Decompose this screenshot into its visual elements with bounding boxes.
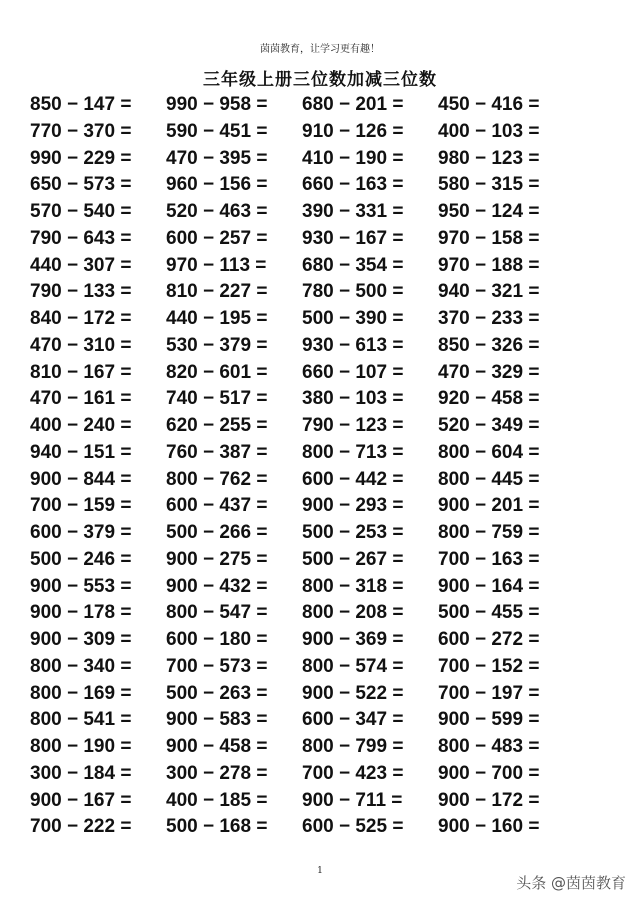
math-problem: 500 − 246 = xyxy=(30,548,132,570)
math-problem: 520 − 349 = xyxy=(438,415,540,436)
math-problem: 660 − 163 = xyxy=(302,174,404,196)
math-problem: 970 − 113 = xyxy=(166,254,267,276)
math-problem: 900 − 369 = xyxy=(302,629,404,650)
math-problem: 500 − 267 = xyxy=(302,548,404,570)
math-problem: 300 − 278 = xyxy=(166,762,268,784)
math-problem: 600 − 180 = xyxy=(166,629,268,650)
math-problem: 920 − 458 = xyxy=(438,388,540,410)
math-problem: 850 − 147 = xyxy=(30,94,132,115)
math-problem: 390 − 331 = xyxy=(302,201,404,222)
math-problem: 530 − 379 = xyxy=(166,334,268,356)
math-problem: 900 − 522 = xyxy=(302,682,404,704)
math-problem: 780 − 500 = xyxy=(302,281,404,303)
math-problem: 810 − 167 = xyxy=(30,361,132,383)
math-problem: 940 − 151 = xyxy=(30,441,132,463)
math-problem: 740 − 517 = xyxy=(166,388,268,410)
math-problem: 990 − 229 = xyxy=(30,147,132,169)
math-problem: 800 − 604 = xyxy=(438,441,540,463)
header-slogan: 茵茵教育，让学习更有趣！ xyxy=(260,44,380,55)
math-problem: 600 − 525 = xyxy=(302,816,404,838)
math-problem: 900 − 553 = xyxy=(30,575,132,597)
math-problem: 790 − 123 = xyxy=(302,415,404,436)
math-problem: 470 − 329 = xyxy=(438,361,540,383)
math-problem: 470 − 310 = xyxy=(30,334,132,356)
math-problem: 600 − 442 = xyxy=(302,468,404,490)
math-problem: 930 − 613 = xyxy=(302,334,404,356)
math-problem: 910 − 126 = xyxy=(302,120,404,142)
math-problem: 680 − 201 = xyxy=(302,94,404,115)
math-problem: 900 − 844 = xyxy=(30,468,132,490)
math-problem: 400 − 185 = xyxy=(166,789,268,811)
math-problem: 940 − 321 = xyxy=(438,281,540,303)
math-problem: 580 − 315 = xyxy=(438,174,540,196)
math-problem: 450 − 416 = xyxy=(438,94,540,115)
math-problem: 410 − 190 = xyxy=(302,147,404,169)
math-problem: 800 − 318 = xyxy=(302,575,404,597)
math-problem: 700 − 163 = xyxy=(438,548,540,570)
math-problem: 800 − 762 = xyxy=(166,468,268,490)
math-problem: 800 − 340 = xyxy=(30,655,132,677)
math-problem: 800 − 547 = xyxy=(166,602,268,624)
math-problem: 500 − 266 = xyxy=(166,522,268,543)
math-problem: 700 − 152 = xyxy=(438,655,540,677)
math-problem: 440 − 307 = xyxy=(30,254,132,276)
math-problem: 520 − 463 = xyxy=(166,201,268,222)
math-problem: 620 − 255 = xyxy=(166,415,268,436)
math-problem: 440 − 195 = xyxy=(166,308,268,329)
math-problem: 650 − 573 = xyxy=(30,174,132,196)
math-problem: 500 − 455 = xyxy=(438,602,540,624)
math-problem: 810 − 227 = xyxy=(166,281,268,303)
math-problem: 900 − 583 = xyxy=(166,709,268,731)
math-problem: 400 − 103 = xyxy=(438,120,540,142)
math-problem: 990 − 958 = xyxy=(166,94,268,115)
math-problem: 500 − 253 = xyxy=(302,522,404,543)
math-problem: 900 − 599 = xyxy=(438,709,540,731)
page-title: 三年级上册三位数加减三位数 xyxy=(203,70,437,90)
math-problem: 900 − 275 = xyxy=(166,548,268,570)
math-problem: 700 − 423 = xyxy=(302,762,404,784)
math-problem: 800 − 169 = xyxy=(30,682,132,704)
math-problem: 800 − 541 = xyxy=(30,709,132,731)
math-problem: 770 − 370 = xyxy=(30,120,132,142)
math-problem: 800 − 799 = xyxy=(302,736,404,757)
math-problem: 960 − 156 = xyxy=(166,174,268,196)
math-problem: 700 − 222 = xyxy=(30,816,132,838)
math-problem: 900 − 309 = xyxy=(30,629,132,650)
math-problem: 900 − 172 = xyxy=(438,789,540,811)
math-problem: 800 − 713 = xyxy=(302,441,404,463)
problem-grid xyxy=(30,92,630,841)
math-problem: 470 − 395 = xyxy=(166,147,268,169)
math-problem: 760 − 387 = xyxy=(166,441,268,463)
math-problem: 900 − 164 = xyxy=(438,575,540,597)
math-problem: 370 − 233 = xyxy=(438,308,540,329)
math-problem: 900 − 178 = xyxy=(30,602,132,624)
math-problem: 850 − 326 = xyxy=(438,334,540,356)
math-problem: 800 − 759 = xyxy=(438,522,540,543)
math-problem: 900 − 711 = xyxy=(302,789,403,811)
math-problem: 470 − 161 = xyxy=(30,388,132,410)
math-problem: 790 − 133 = xyxy=(30,281,132,303)
math-problem: 900 − 167 = xyxy=(30,789,132,811)
math-problem: 700 − 573 = xyxy=(166,655,268,677)
math-problem: 900 − 432 = xyxy=(166,575,268,597)
watermark: 头条 @茵茵教育 xyxy=(516,874,626,892)
math-problem: 800 − 208 = xyxy=(302,602,404,624)
math-problem: 500 − 168 = xyxy=(166,816,268,838)
math-problem: 300 − 184 = xyxy=(30,762,132,784)
page-number: 1 xyxy=(317,866,323,876)
math-problem: 500 − 263 = xyxy=(166,682,268,704)
math-problem: 820 − 601 = xyxy=(166,361,268,383)
math-problem: 380 − 103 = xyxy=(302,388,404,410)
math-problem: 600 − 379 = xyxy=(30,522,132,543)
math-problem: 970 − 158 = xyxy=(438,227,540,249)
math-problem: 840 − 172 = xyxy=(30,308,132,329)
math-problem: 790 − 643 = xyxy=(30,227,132,249)
math-problem: 800 − 190 = xyxy=(30,736,132,757)
math-problem: 660 − 107 = xyxy=(302,361,404,383)
math-problem: 800 − 574 = xyxy=(302,655,404,677)
math-problem: 900 − 700 = xyxy=(438,762,540,784)
math-problem: 900 − 160 = xyxy=(438,816,540,838)
math-problem: 600 − 272 = xyxy=(438,629,540,650)
math-problem: 930 − 167 = xyxy=(302,227,404,249)
math-problem: 800 − 483 = xyxy=(438,736,540,757)
math-problem: 680 − 354 = xyxy=(302,254,404,276)
math-problem: 590 − 451 = xyxy=(166,120,268,142)
math-problem: 900 − 458 = xyxy=(166,736,268,757)
math-problem: 700 − 159 = xyxy=(30,495,132,517)
math-problem: 500 − 390 = xyxy=(302,308,404,329)
math-problem: 700 − 197 = xyxy=(438,682,540,704)
math-problem: 950 − 124 = xyxy=(438,201,540,222)
math-problem: 900 − 201 = xyxy=(438,495,540,517)
math-problem: 970 − 188 = xyxy=(438,254,540,276)
math-problem: 600 − 347 = xyxy=(302,709,404,731)
math-problem: 800 − 445 = xyxy=(438,468,540,490)
math-problem: 570 − 540 = xyxy=(30,201,132,222)
math-problem: 600 − 257 = xyxy=(166,227,268,249)
math-problem: 980 − 123 = xyxy=(438,147,540,169)
math-problem: 900 − 293 = xyxy=(302,495,404,517)
math-problem: 600 − 437 = xyxy=(166,495,268,517)
math-problem: 400 − 240 = xyxy=(30,415,132,436)
